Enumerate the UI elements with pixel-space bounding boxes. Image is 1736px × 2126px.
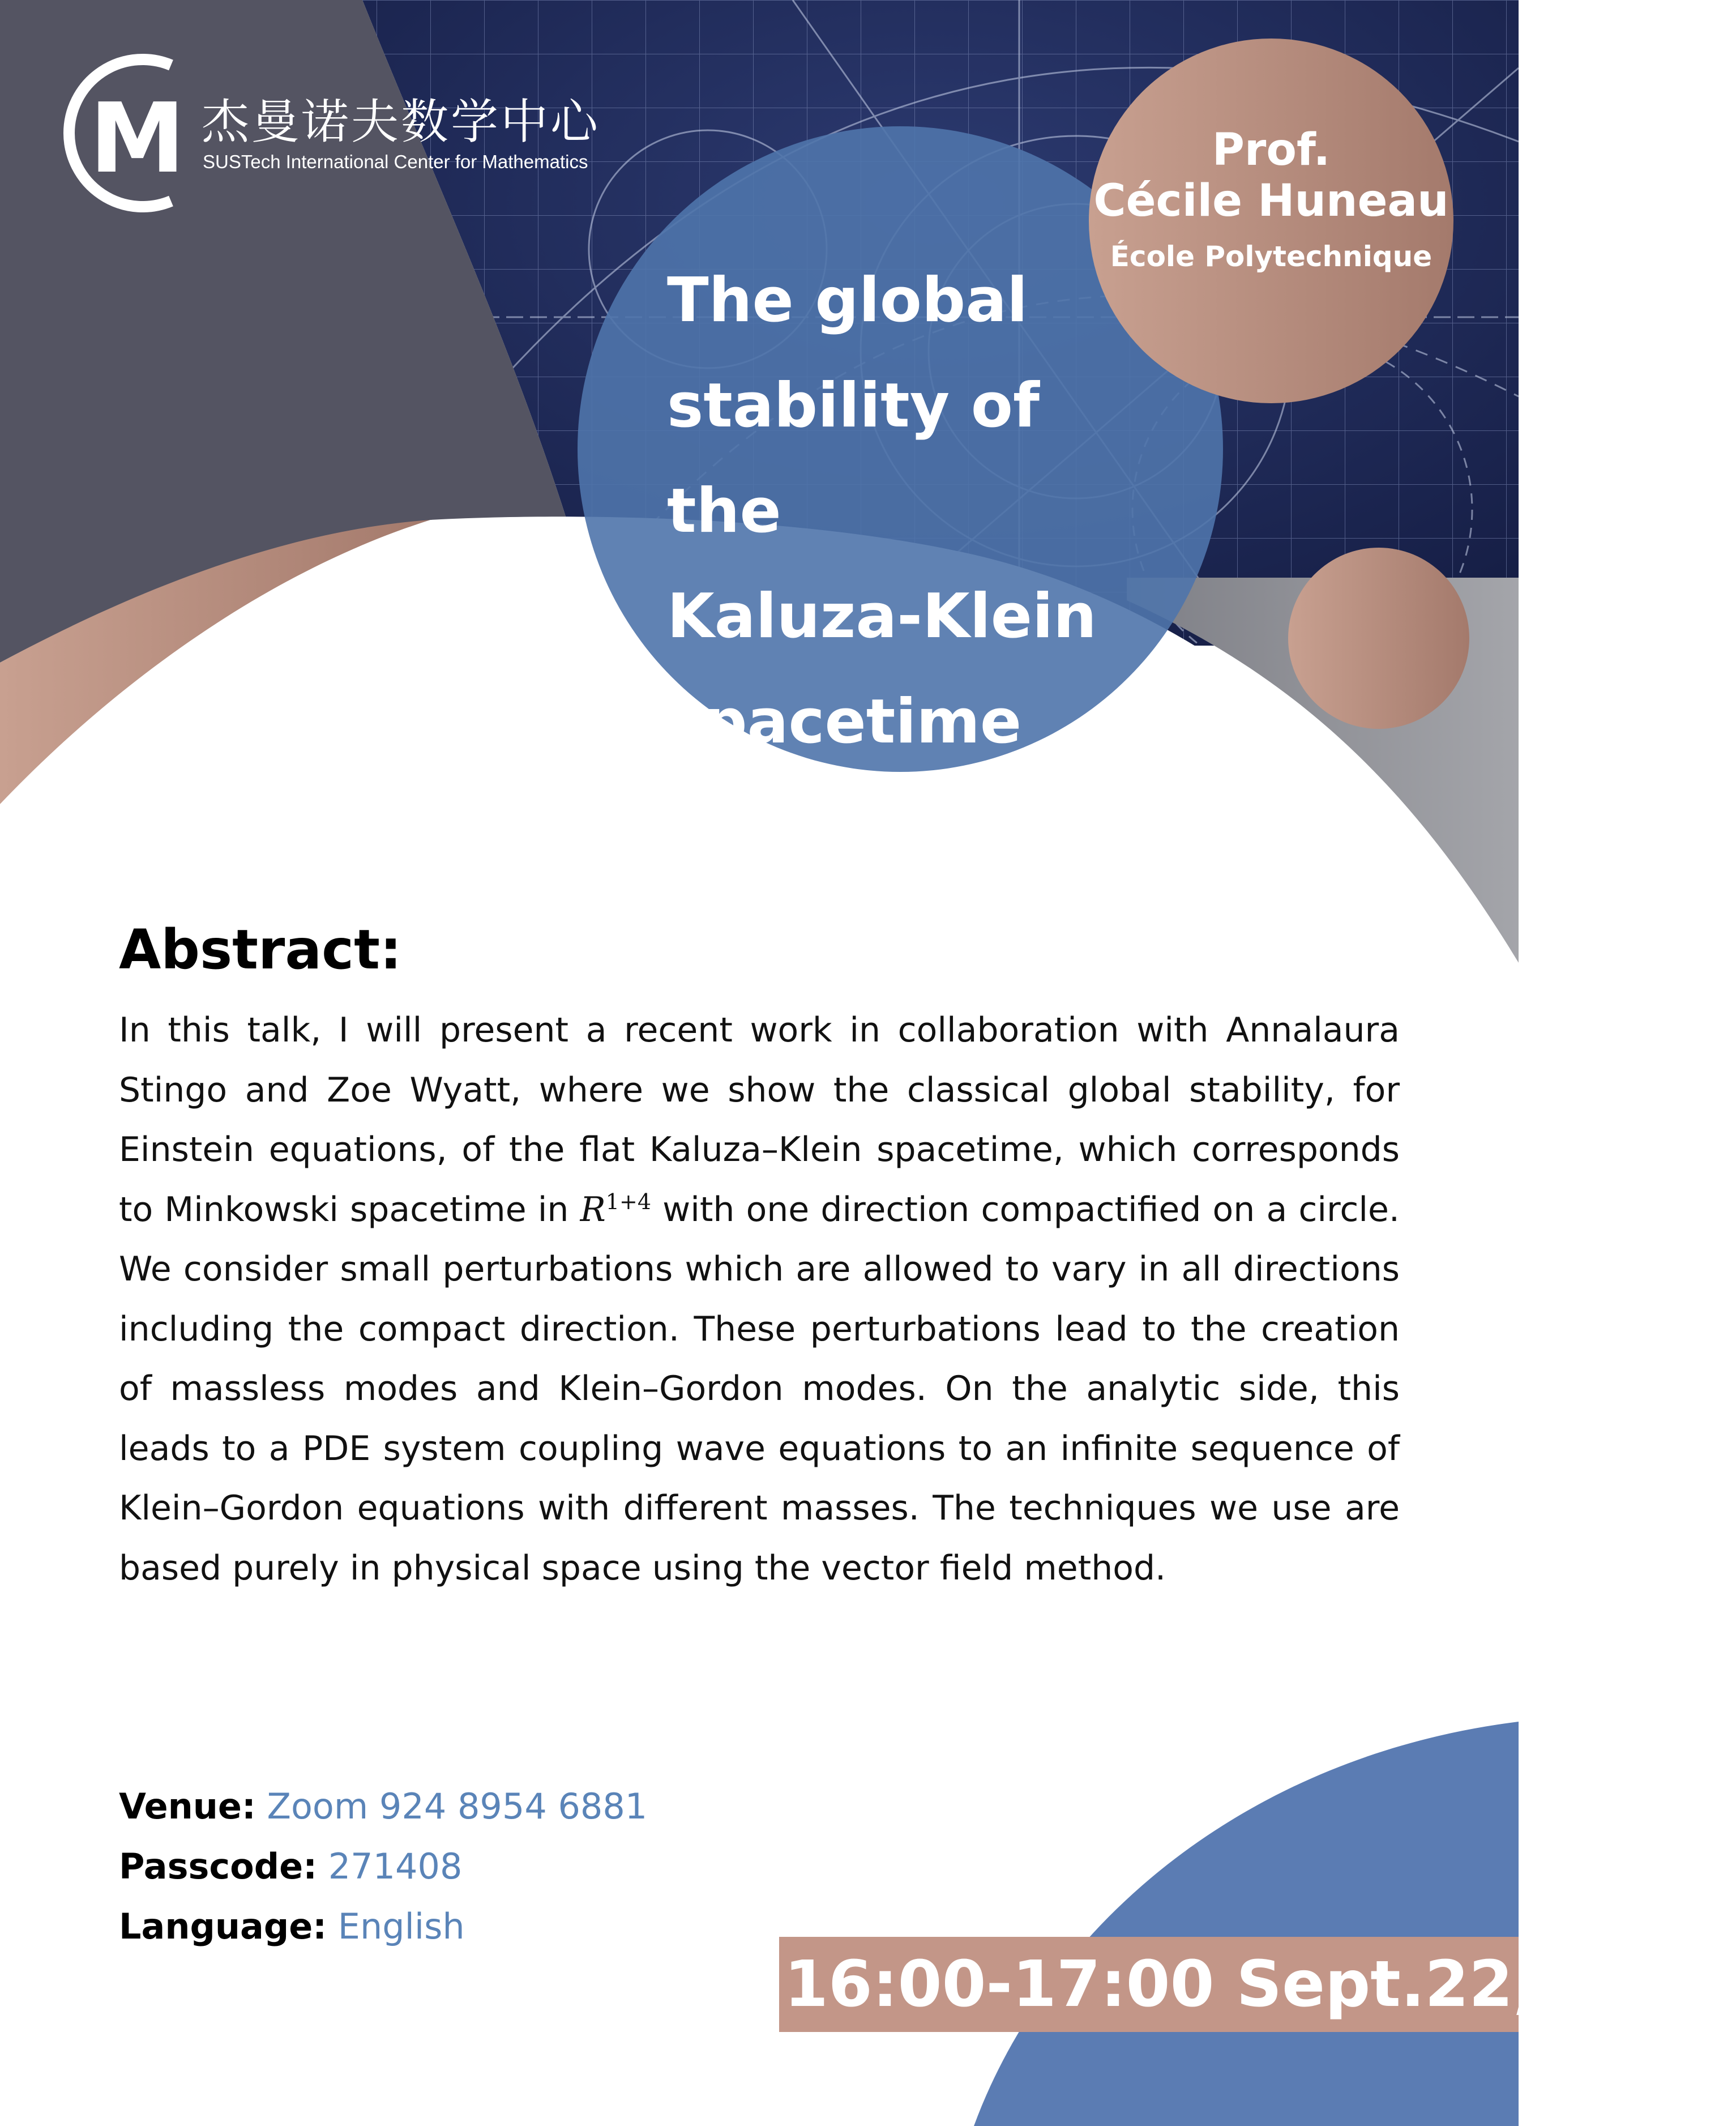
speaker-institution: École Polytechnique xyxy=(1110,240,1433,273)
venue-value: Zoom 924 8954 6881 xyxy=(267,1786,648,1827)
math-exponent: 1+4 xyxy=(605,1189,651,1214)
logo-name-cn: 杰曼诺夫数学中心 xyxy=(202,94,601,150)
passcode-label: Passcode: xyxy=(119,1846,317,1887)
talk-title-line: spacetime xyxy=(667,686,1022,757)
logo-mark: M xyxy=(89,83,186,195)
logo-name-en: SUSTech International Center for Mathematics xyxy=(203,151,588,172)
datetime-text: 16:00-17:00 Sept.22, 2023 xyxy=(784,1948,1736,2021)
talk-title xyxy=(667,248,1109,775)
abstract-heading: Abstract: xyxy=(119,918,402,981)
abstract-text-part1: In this talk, I will present a recent work in collaboration with Annalaura Stingo and Zoe Wyatt, where we show the classical global stability, for Einstein equations, of the flat Kaluza–Klein spacetime, which corresponds to Minkowski spacetime in xyxy=(119,1010,1400,1230)
talk-title-line: stability of the xyxy=(667,370,1040,547)
small-rose-circle xyxy=(1288,548,1469,729)
speaker-name: Cécile Huneau xyxy=(1093,176,1449,227)
venue-label: Venue: xyxy=(119,1786,256,1827)
passcode-row xyxy=(119,1844,912,1889)
language-label: Language: xyxy=(119,1906,327,1947)
talk-title-line: The global xyxy=(667,265,1028,336)
language-value: English xyxy=(337,1906,465,1947)
speaker-block xyxy=(1090,125,1452,276)
math-symbol: R xyxy=(580,1189,606,1230)
abstract-body xyxy=(119,1001,1400,1598)
abstract-text-part2: with one direction compactified on a circle. We consider small perturbations which are allowed to vary in all directions including the compact direction. These perturbations lead to the creation of massless modes and Klein–Gordon modes. On the analytic side, this leads to a PDE system coupling wave equations to an infinite sequence of Klein–Gordon equations with different masses. The techniques we use are based purely in physical space using the vector field method. xyxy=(119,1189,1400,1588)
passcode-value: 271408 xyxy=(328,1846,463,1887)
speaker-prefix: Prof. xyxy=(1212,125,1331,176)
venue-row xyxy=(119,1784,912,1829)
talk-title-line: Kaluza-Klein xyxy=(667,581,1097,652)
